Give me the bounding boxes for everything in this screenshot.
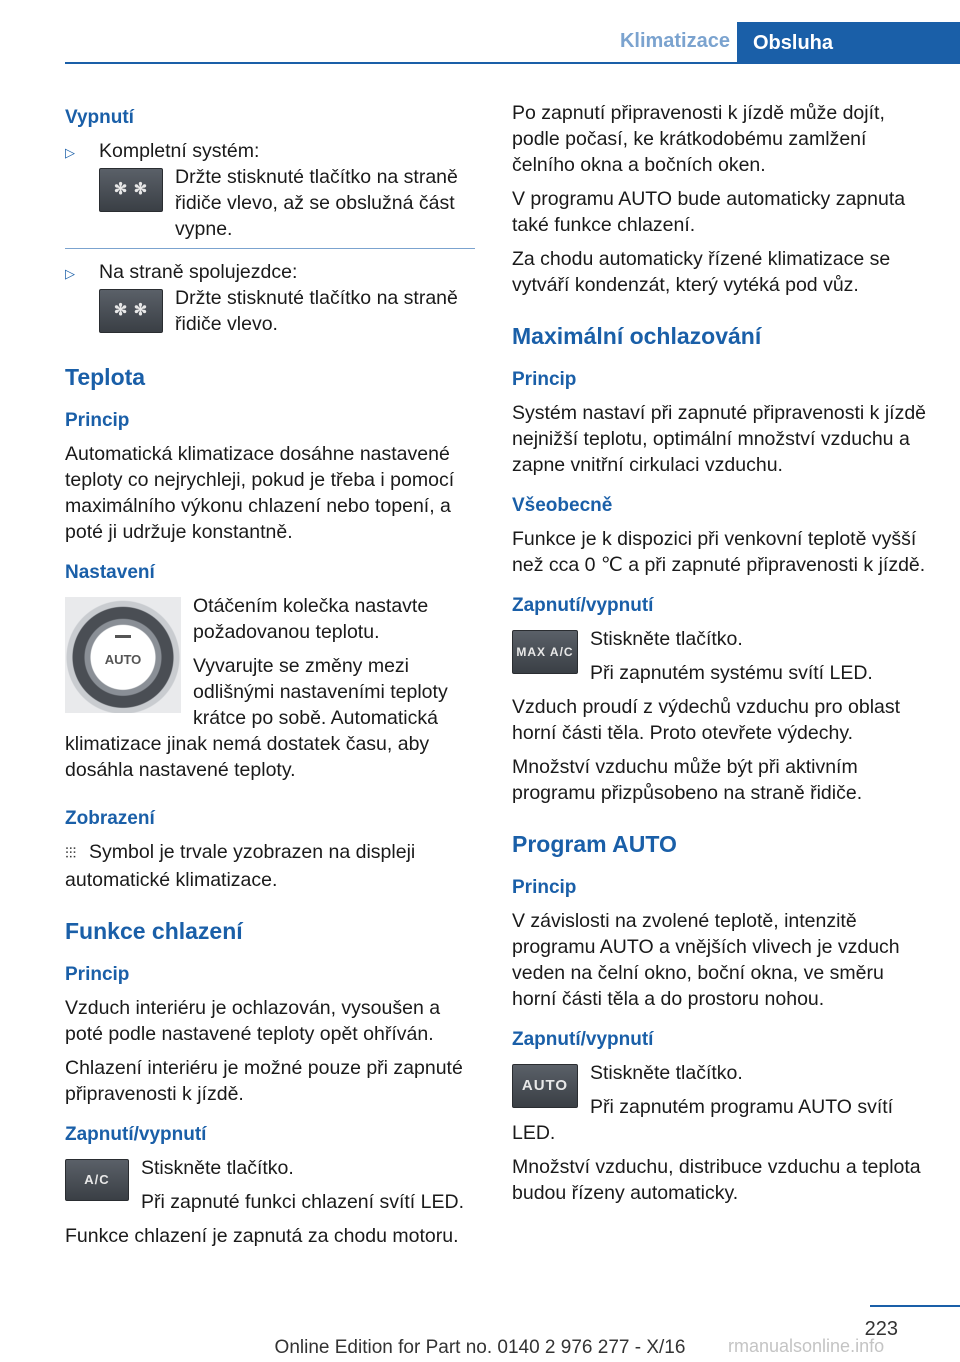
heading-vseobecne: Všeobecně <box>512 495 613 516</box>
list-item-complete-system <box>65 138 475 242</box>
icon-text-row <box>99 164 475 242</box>
paragraph: Stiskněte tlačítko. <box>590 628 743 650</box>
paragraph: Množství vzduchu, distribuce vzduchu a teplota budou řízeny automaticky. <box>512 1156 921 1204</box>
cooling-symbol-icon: ⫶⫶⫶ <box>65 845 77 862</box>
paragraph: Množství vzduchu může být při aktivním programu přizpůsobeno na straně řidiče. <box>512 756 863 804</box>
list-item-passenger-side <box>65 259 475 339</box>
heading-zapnuti-vypnuti: Zapnutí/vypnutí <box>65 1124 207 1145</box>
header-chapter-tab[interactable]: Obsluha <box>737 22 960 64</box>
paragraph: V závislosti na zvolené teplotě, intenzitě programu AUTO a vnějších vlivech je vzduch veden na čelní okno, boční okna, ve směru horní části těla a do prostoru nohou. <box>512 910 900 1010</box>
heading-funkce-chlazeni: Funkce chlazení <box>65 918 243 944</box>
bullet-triangle-icon: ▷ <box>65 145 75 160</box>
page-number: 223 <box>864 1318 898 1340</box>
paragraph: Automatická klimatizace dosáhne nastavené teploty co nejrychleji, pokud je třeba i pomocí maximálního výkonu chlazení nebo topení, a poté ji udržuje konstantně. <box>65 443 455 543</box>
paragraph: Otáčením kolečka nastavte požadovanou teplotu. <box>193 595 429 643</box>
paragraph: Stiskněte tlačítko. <box>590 1062 743 1084</box>
heading-zapnuti-vypnuti: Zapnutí/vypnutí <box>512 1029 654 1050</box>
bullet-triangle-icon: ▷ <box>65 266 75 281</box>
fan-off-icon: ✻ ✻ <box>99 168 163 212</box>
heading-vypnuti: Vypnutí <box>65 107 134 128</box>
paragraph: Vzduch proudí z výdechů vzduchu pro oblast horní části těla. Proto otevřete výdechy. <box>512 696 901 744</box>
paragraph: V programu AUTO bude automaticky zapnuta také funkce chlazení. <box>512 188 906 236</box>
icon-text-row <box>99 285 475 339</box>
heading-princip: Princip <box>512 369 577 390</box>
heading-program-auto: Program AUTO <box>512 831 677 857</box>
icon-text-row <box>65 593 475 791</box>
paragraph: Při zapnuté funkci chlazení svítí LED. <box>141 1191 464 1213</box>
paragraph: Funkce chlazení je zapnutá za chodu motoru. <box>65 1225 459 1247</box>
temperature-knob-icon <box>65 597 181 713</box>
auto-button-icon: AUTO <box>512 1064 578 1108</box>
paragraph: Za chodu automaticky řízené klimatizace se vytváří kondenzát, který vytéká pod vůz. <box>512 248 891 296</box>
icon-text-row <box>65 1155 475 1223</box>
heading-princip: Princip <box>512 877 577 898</box>
heading-teplota: Teplota <box>65 364 146 390</box>
heading-zapnuti-vypnuti: Zapnutí/vypnutí <box>512 595 654 616</box>
paragraph-with-symbol <box>65 839 475 893</box>
footer-edition: Online Edition for Part no. 0140 2 976 277 - X/16 <box>274 1337 686 1358</box>
watermark: rmanualsonline.info <box>728 1336 885 1356</box>
icon-text-row <box>512 1060 932 1154</box>
left-column <box>65 100 475 1257</box>
paragraph: Stiskněte tlačítko. <box>141 1157 294 1179</box>
paragraph: Při zapnutém systému svítí LED. <box>590 662 873 684</box>
header-rule <box>65 62 960 64</box>
divider <box>65 248 475 249</box>
fan-off-icon: ✻ ✻ <box>99 289 163 333</box>
header-section-title: Klimatizace <box>619 30 730 52</box>
paragraph: Po zapnutí připravenosti k jízdě může dojít, podle počasí, ke krátkodobému zamlžení čelního okna a bočních oken. <box>512 102 885 176</box>
right-column <box>512 100 932 1214</box>
knob-label: AUTO <box>104 652 142 667</box>
paragraph: Chlazení interiéru je možné pouze při zapnuté připravenosti k jízdě. <box>65 1057 463 1105</box>
ac-button-icon: A/C <box>65 1159 129 1201</box>
paragraph: Funkce je k dispozici při venkovní teplotě vyšší než cca 0 ℃ a při zapnuté připravenosti k jízdě. <box>512 528 926 576</box>
bullet-text: Držte stisknuté tlačítko na straně řidiče vlevo, až se obslužná část vypne. <box>175 166 458 240</box>
bullet-text: Držte stisknuté tlačítko na straně řidiče vlevo. <box>175 287 458 335</box>
paragraph: Systém nastaví při zapnuté připravenosti k jízdě nejnižší teplotu, optimální množství vzduchu a zapne vnitřní cirkulaci vzduchu. <box>512 402 927 476</box>
icon-text-row <box>512 626 932 694</box>
heading-princip: Princip <box>65 410 130 431</box>
bullet-title: Kompletní systém: <box>99 140 260 162</box>
heading-zobrazeni: Zobrazení <box>65 808 155 829</box>
knob-bar <box>115 635 131 638</box>
paragraph: Vzduch interiéru je ochlazován, vysoušen a poté podle nastavené teploty opět ohříván. <box>65 997 441 1045</box>
paragraph-text: Symbol je trvale yzobrazen na displeji automatické klimatizace. <box>65 841 416 891</box>
heading-max-ochlazovani: Maximální ochlazování <box>512 323 762 349</box>
max-ac-button-icon: MAX A/C <box>512 630 578 674</box>
paragraph: Při zapnutém programu AUTO svítí LED. <box>512 1096 894 1144</box>
paragraph: Vyvarujte se změny mezi odlišnými nastaveními teploty krátce po sobě. Automatická klimatizace jinak nemá dostatek času, aby dosáhla nastavené teploty. <box>65 655 448 781</box>
heading-nastaveni: Nastavení <box>65 562 155 583</box>
heading-princip: Princip <box>65 964 130 985</box>
footer-rule <box>870 1305 960 1307</box>
bullet-title: Na straně spolujezdce: <box>99 261 298 283</box>
